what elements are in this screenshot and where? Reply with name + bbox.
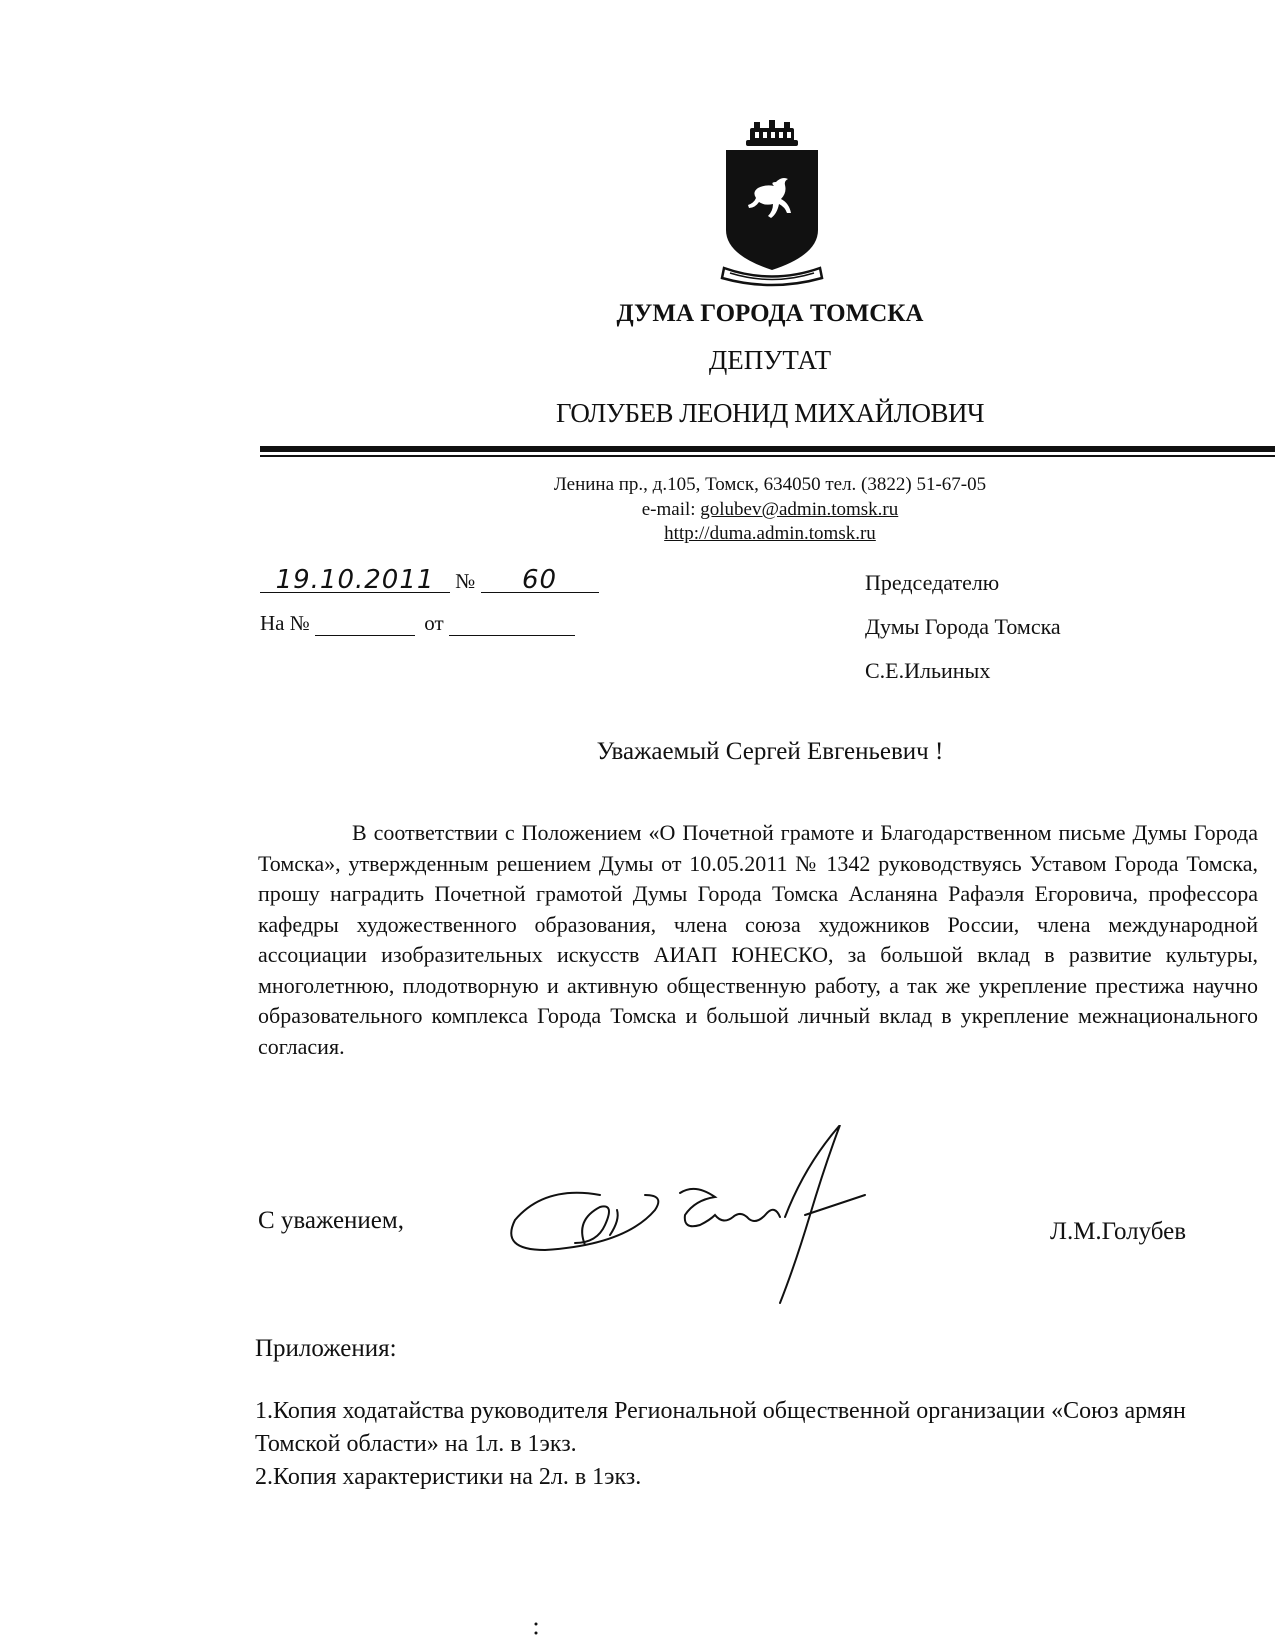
attachments-list xyxy=(255,1395,1265,1494)
city-coat-of-arms-icon xyxy=(716,120,828,290)
role-title: ДЕПУТАТ xyxy=(708,345,832,375)
reply-line xyxy=(260,611,620,636)
addressee-line-1: Председателю xyxy=(865,570,1000,595)
website-line xyxy=(460,523,1080,545)
greeting: Уважаемый Сергей Евгеньевич ! xyxy=(596,738,944,765)
addressee-line-3: С.Е.Ильиных xyxy=(865,658,991,683)
handwritten-signature xyxy=(505,1125,915,1305)
attachment-item: 1.Копия ходатайства руководителя Региональной общественной организации «Союз армян Томской области» на 1л. в 1экз. xyxy=(255,1398,1186,1457)
attachment-item: 2.Копия характеристики на 2л. в 1экз. xyxy=(255,1464,642,1490)
website-link[interactable]: http://duma.admin.tomsk.ru xyxy=(664,523,876,544)
letter-body: В соответствии с Положением «О Почетной грамоте и Благодарственном письме Думы Города Томска», утвержденным решением Думы от 10.05.2011 № 1342 руководствуясь Уставом Города Томска, прошу наградить Почетной грамотой Думы Города Томска Асланяна Рафаэля Егоровича, профессора кафедры художественного образования, члена союза художников России, члена международной ассоциации изобразительных искусств АИАП ЮНЕСКО, за большой вклад в развитие культуры, многолетнюю, плодотворную и активную общественную работу, а так же укрепление престижа научно образовательного комплекса Города Томска и большой личный вклад в укрепление межнационального согласия. xyxy=(258,820,1258,1059)
scan-artifact xyxy=(533,1621,539,1637)
addressee-line-2: Думы Города Томска xyxy=(865,614,1061,639)
reply-label: На № xyxy=(260,611,310,635)
attachments-title: Приложения: xyxy=(255,1335,397,1362)
deputy-name: ГОЛУБЕВ ЛЕОНИД МИХАЙЛОВИЧ xyxy=(555,398,985,428)
registration-date: 19.10.2011 xyxy=(260,568,450,593)
address-phone: Ленина пр., д.105, Томск, 634050 тел. (3822) 51-67-05 xyxy=(553,474,987,495)
email-line xyxy=(460,499,1080,521)
registration-number: 60 xyxy=(481,568,599,593)
organization-title: ДУМА ГОРОДА ТОМСКА xyxy=(616,300,924,327)
header-divider xyxy=(260,446,1275,458)
signer-name: Л.М.Голубев xyxy=(1050,1218,1187,1245)
closing-phrase: С уважением, xyxy=(258,1207,404,1234)
email-link[interactable]: golubev@admin.tomsk.ru xyxy=(700,499,899,520)
email-label: e-mail: xyxy=(641,499,696,520)
registration-line xyxy=(260,565,620,595)
from-label: от xyxy=(424,611,444,635)
number-label: № xyxy=(455,569,476,593)
